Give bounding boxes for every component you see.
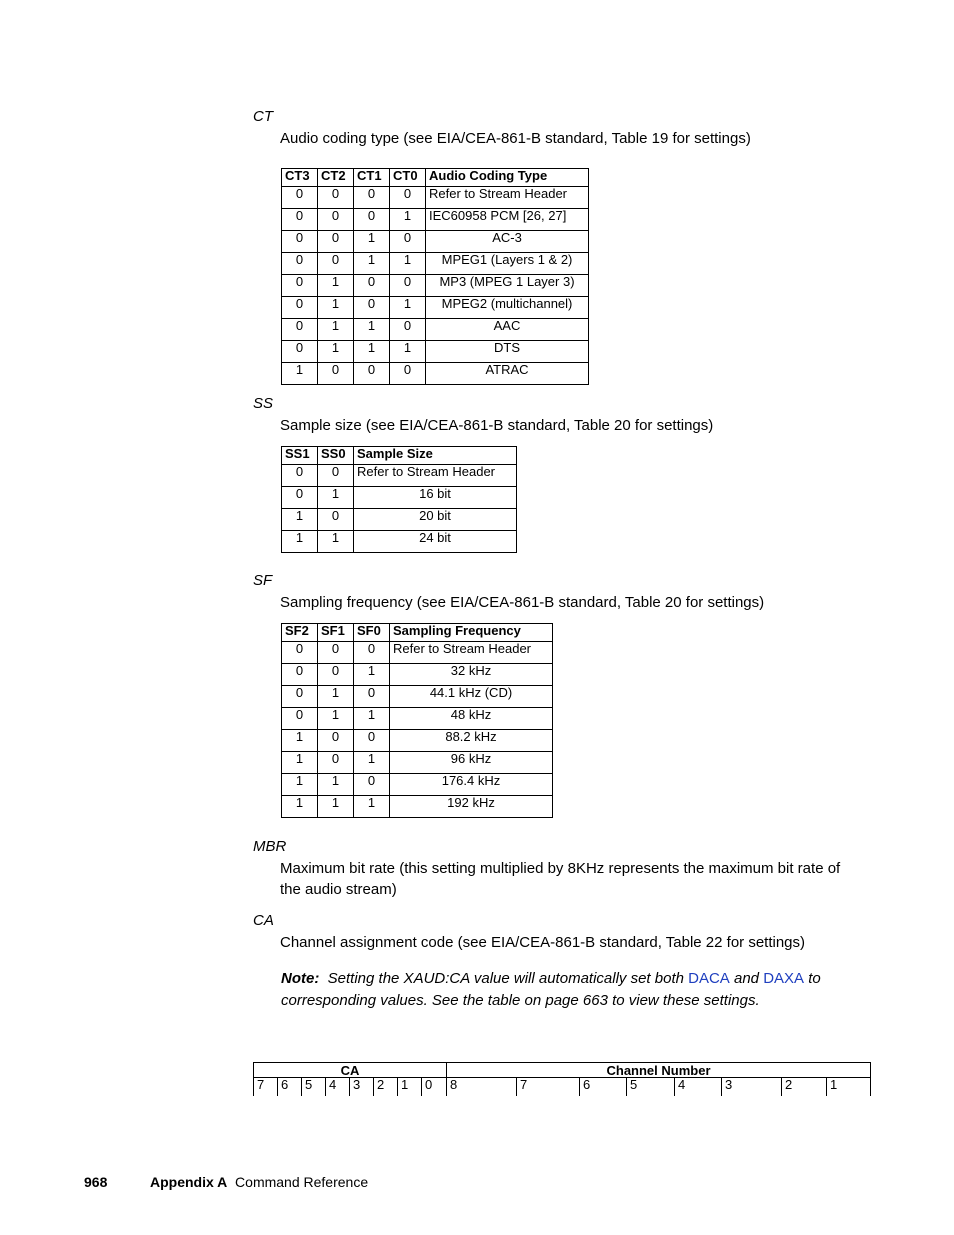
table-row: [282, 509, 517, 531]
cell: 176.4 kHz: [390, 774, 553, 796]
cell: 0: [318, 730, 354, 752]
daca-link[interactable]: DACA: [688, 970, 730, 987]
ss-table: [281, 446, 517, 553]
table-row: [282, 531, 517, 553]
ss-header-ss0: SS0: [318, 447, 354, 465]
table-row: [282, 253, 589, 275]
desc-ca: Channel assignment code (see EIA/CEA-861-B standard, Table 22 for settings): [280, 934, 806, 951]
cell: 0: [354, 187, 390, 209]
cell: 1: [318, 487, 354, 509]
table-row: [282, 319, 589, 341]
ca-bit-cell: 6: [278, 1078, 302, 1097]
table-row: [282, 209, 589, 231]
cell: 0: [282, 465, 318, 487]
ct-header-ct3: CT3: [282, 169, 318, 187]
cell: 1: [354, 664, 390, 686]
cell: 0: [390, 319, 426, 341]
ct-header-type: Audio Coding Type: [426, 169, 589, 187]
daxa-link[interactable]: DAXA: [763, 970, 805, 987]
cell: MPEG1 (Layers 1 & 2): [426, 253, 589, 275]
cell: 1: [282, 531, 318, 553]
channel-cell: 7: [517, 1078, 580, 1097]
cell: 16 bit: [354, 487, 517, 509]
cell: 1: [354, 231, 390, 253]
ca-bit-cell: 1: [398, 1078, 422, 1097]
cell: 0: [318, 363, 354, 385]
table-row: [282, 796, 553, 818]
sf-header-sf0: SF0: [354, 624, 390, 642]
cell: IEC60958 PCM [26, 27]: [426, 209, 589, 231]
cell: 1: [318, 686, 354, 708]
desc-ct: Audio coding type (see EIA/CEA-861-B standard, Table 19 for settings): [280, 130, 751, 147]
sf-header-freq: Sampling Frequency: [390, 624, 553, 642]
cell: 1: [390, 209, 426, 231]
table-row: [282, 686, 553, 708]
cell: 0: [354, 730, 390, 752]
cell: 88.2 kHz: [390, 730, 553, 752]
ss-header-size: Sample Size: [354, 447, 517, 465]
cell: 0: [282, 341, 318, 363]
cell: 1: [318, 796, 354, 818]
channel-cell: 4: [675, 1078, 722, 1097]
ct-header-ct0: CT0: [390, 169, 426, 187]
cell: 0: [318, 253, 354, 275]
cell: 0: [282, 686, 318, 708]
table-row: [282, 187, 589, 209]
cell: MPEG2 (multichannel): [426, 297, 589, 319]
sf-header-sf2: SF2: [282, 624, 318, 642]
table-row: [282, 297, 589, 319]
sf-header-sf1: SF1: [318, 624, 354, 642]
cell: 1: [354, 253, 390, 275]
cell: 32 kHz: [390, 664, 553, 686]
ca-bit-cell: 4: [326, 1078, 350, 1097]
channel-cell: 5: [627, 1078, 675, 1097]
cell: DTS: [426, 341, 589, 363]
cell: 1: [354, 708, 390, 730]
table-row: [282, 341, 589, 363]
cell: 20 bit: [354, 509, 517, 531]
table-row: [254, 1078, 871, 1097]
note-text2: to: [808, 970, 821, 987]
ca-bit-cell: 0: [422, 1078, 447, 1097]
ca-channel-table: [253, 1062, 871, 1096]
ss-header-ss1: SS1: [282, 447, 318, 465]
cell: 0: [318, 231, 354, 253]
cell: 1: [390, 297, 426, 319]
table-row: [282, 275, 589, 297]
cell: 1: [282, 752, 318, 774]
cell: 1: [318, 319, 354, 341]
cell: 0: [282, 187, 318, 209]
term-mbr: MBR: [253, 838, 287, 855]
desc-mbr-line2: the audio stream): [280, 881, 397, 898]
cell: 0: [282, 297, 318, 319]
cell: 1: [318, 341, 354, 363]
sf-table: [281, 623, 553, 818]
cell: 24 bit: [354, 531, 517, 553]
cell: 1: [318, 774, 354, 796]
cell: 0: [354, 686, 390, 708]
cell: 0: [282, 209, 318, 231]
channel-cell: 3: [722, 1078, 782, 1097]
cell: 0: [354, 297, 390, 319]
cell: 0: [390, 363, 426, 385]
term-sf: SF: [253, 572, 273, 589]
cell: 1: [390, 253, 426, 275]
cell: 0: [282, 231, 318, 253]
note-line2: corresponding values. See the table on page 663 to view these settings.: [281, 992, 760, 1009]
ca-header-row: [254, 1063, 871, 1078]
channel-cell: 2: [782, 1078, 827, 1097]
desc-sf: Sampling frequency (see EIA/CEA-861-B standard, Table 20 for settings): [280, 594, 765, 611]
cell: 0: [318, 642, 354, 664]
cell: 1: [354, 752, 390, 774]
cell: 0: [354, 275, 390, 297]
cell: 1: [282, 730, 318, 752]
cell: 0: [354, 363, 390, 385]
cell: Refer to Stream Header: [426, 187, 589, 209]
cell: 0: [318, 465, 354, 487]
cell: 0: [282, 664, 318, 686]
table-row: [282, 487, 517, 509]
ct-header-row: [282, 169, 589, 187]
table-row: [282, 752, 553, 774]
ca-bit-cell: 5: [302, 1078, 326, 1097]
channel-cell: 6: [580, 1078, 627, 1097]
table-row: [282, 642, 553, 664]
table-row: [282, 465, 517, 487]
cell: 1: [318, 297, 354, 319]
cell: 0: [318, 187, 354, 209]
cell: AAC: [426, 319, 589, 341]
table-row: [282, 231, 589, 253]
cell: 1: [318, 708, 354, 730]
cell: 1: [318, 531, 354, 553]
cell: 0: [354, 209, 390, 231]
cell: 192 kHz: [390, 796, 553, 818]
ct-header-ct2: CT2: [318, 169, 354, 187]
table-row: [282, 708, 553, 730]
cell: 0: [318, 664, 354, 686]
cell: 1: [282, 363, 318, 385]
cell: 0: [390, 231, 426, 253]
cell: 1: [354, 341, 390, 363]
table-row: [282, 664, 553, 686]
cell: AC-3: [426, 231, 589, 253]
footer-title: [150, 1174, 368, 1190]
footer-appendix: Appendix A: [150, 1174, 228, 1190]
term-ss: SS: [253, 395, 274, 412]
cell: 0: [318, 509, 354, 531]
cell: 1: [318, 275, 354, 297]
cell: 0: [282, 253, 318, 275]
cell: 0: [282, 487, 318, 509]
channel-cell: 1: [827, 1078, 871, 1097]
cell: 1: [354, 796, 390, 818]
cell: 0: [282, 708, 318, 730]
table-row: [282, 730, 553, 752]
table-row: [282, 774, 553, 796]
cell: Refer to Stream Header: [390, 642, 553, 664]
cell: MP3 (MPEG 1 Layer 3): [426, 275, 589, 297]
cell: 1: [282, 509, 318, 531]
cell: 0: [282, 275, 318, 297]
note-line1: [281, 968, 821, 990]
ca-bit-cell: 7: [254, 1078, 278, 1097]
cell: 0: [318, 752, 354, 774]
ca-bit-cell: 2: [374, 1078, 398, 1097]
cell: 1: [282, 796, 318, 818]
term-ca: CA: [253, 912, 274, 929]
ca-bit-cell: 3: [350, 1078, 374, 1097]
cell: 1: [354, 319, 390, 341]
cell: 0: [282, 642, 318, 664]
ss-header-row: [282, 447, 517, 465]
page-number: 968: [84, 1174, 108, 1190]
note-text1: Setting the XAUD:CA value will automatically set both: [327, 970, 684, 987]
cell: 48 kHz: [390, 708, 553, 730]
note-label: Note:: [281, 970, 320, 987]
cell: 96 kHz: [390, 752, 553, 774]
footer-section-title: Command Reference: [235, 1174, 369, 1190]
cell: 0: [390, 187, 426, 209]
sf-header-row: [282, 624, 553, 642]
cell: 0: [318, 209, 354, 231]
cell: 0: [390, 275, 426, 297]
cell: 0: [354, 642, 390, 664]
note-and: and: [733, 970, 760, 987]
ct-header-ct1: CT1: [354, 169, 390, 187]
cell: 1: [390, 341, 426, 363]
cell: Refer to Stream Header: [354, 465, 517, 487]
cell: 0: [354, 774, 390, 796]
desc-mbr-line1: Maximum bit rate (this setting multiplied by 8KHz represents the maximum bit rate of: [280, 860, 841, 877]
cell: 1: [282, 774, 318, 796]
channel-cell: 8: [447, 1078, 517, 1097]
cell: 44.1 kHz (CD): [390, 686, 553, 708]
desc-ss: Sample size (see EIA/CEA-861-B standard, Table 20 for settings): [280, 417, 714, 434]
cell: ATRAC: [426, 363, 589, 385]
channel-number-header: Channel Number: [447, 1063, 871, 1078]
table-row: [282, 363, 589, 385]
ca-header: CA: [254, 1063, 447, 1078]
term-ct: CT: [253, 108, 273, 125]
cell: 0: [282, 319, 318, 341]
ct-table: [281, 168, 589, 385]
